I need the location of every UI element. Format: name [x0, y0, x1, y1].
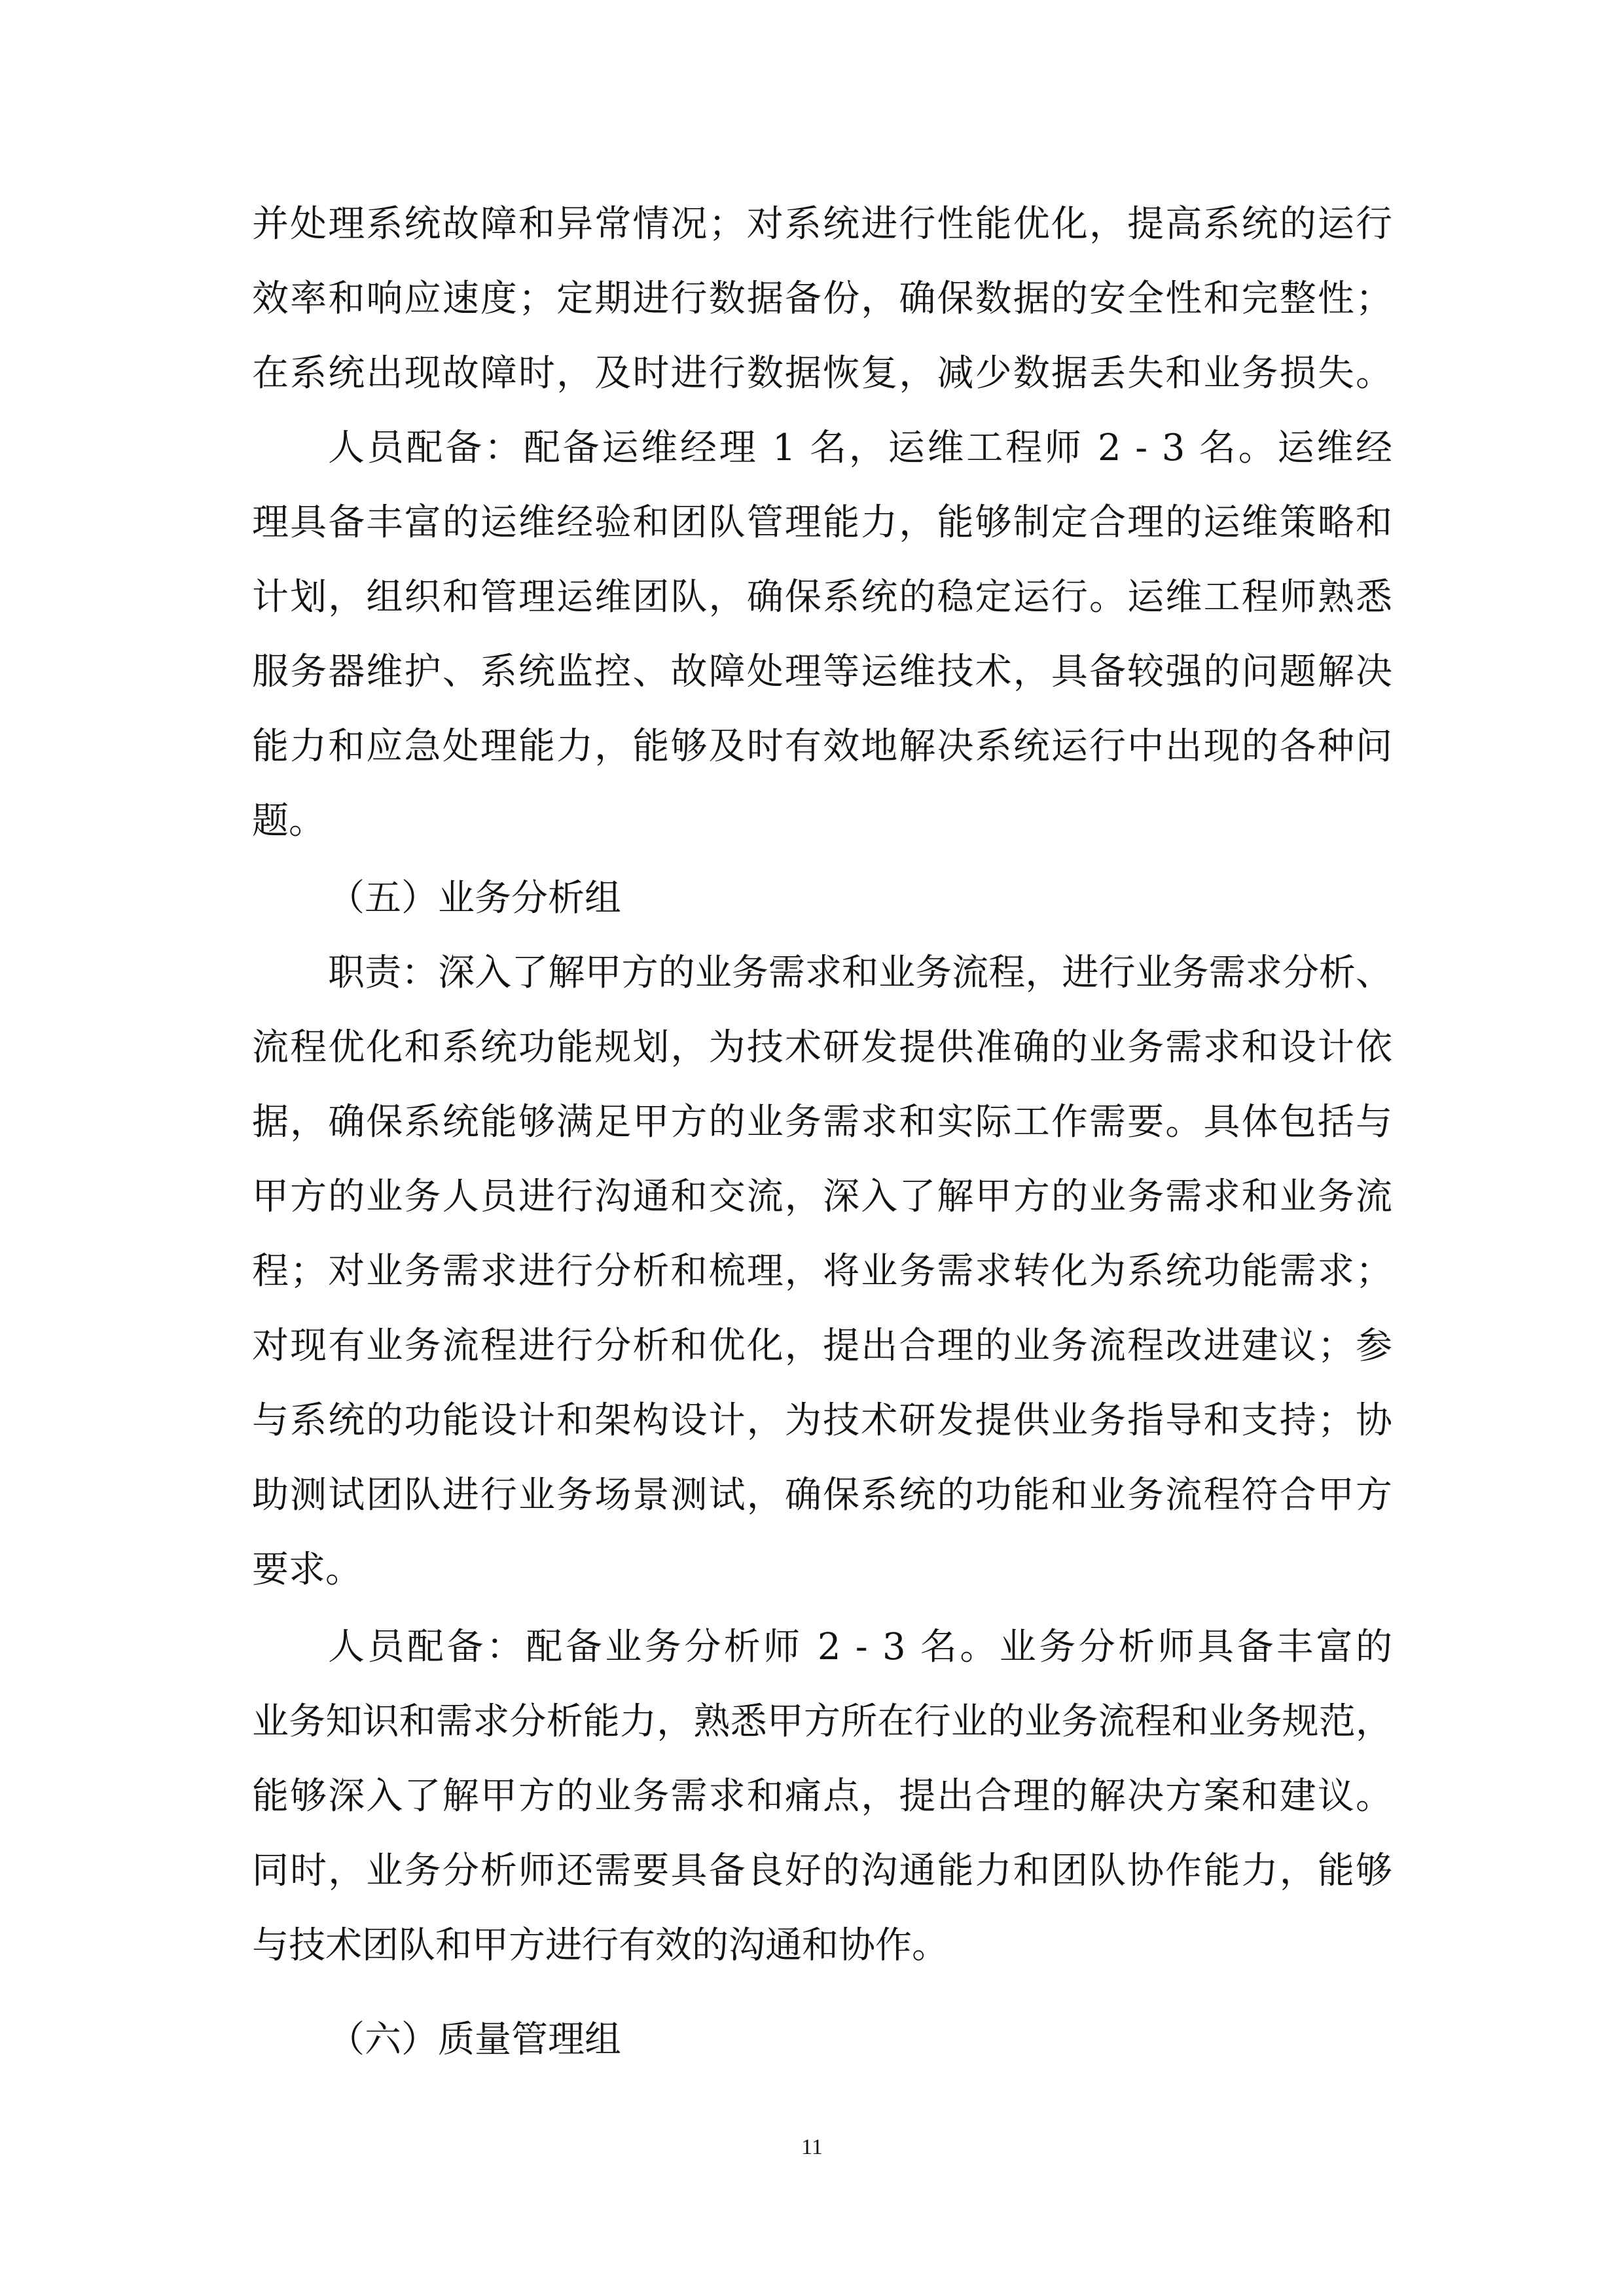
- text-line: 与系统的功能设计和架构设计，为技术研发提供业务指导和支持；协: [252, 1399, 1392, 1442]
- text-line: 同时，业务分析师还需要具备良好的沟通能力和团队协作能力，能够: [252, 1850, 1392, 1892]
- text-line: 计划，组织和管理运维团队，确保系统的稳定运行。运维工程师熟悉: [252, 576, 1392, 619]
- text-line: 能够深入了解甲方的业务需求和痛点，提出合理的解决方案和建议。: [252, 1775, 1392, 1818]
- text-line: 流程优化和系统功能规划，为技术研发提供准确的业务需求和设计依: [252, 1026, 1392, 1069]
- text-line: 理具备丰富的运维经验和团队管理能力，能够制定合理的运维策略和: [252, 501, 1392, 544]
- text-line: 甲方的业务人员进行沟通和交流，深入了解甲方的业务需求和业务流: [252, 1175, 1392, 1218]
- section-heading-business-analysis: （五）业务分析组: [328, 877, 621, 920]
- text-line: 能力和应急处理能力，能够及时有效地解决系统运行中出现的各种问: [252, 725, 1392, 768]
- paragraph-business-analysis-staffing: [252, 1610, 1392, 1983]
- text-line: 题。: [252, 800, 325, 842]
- page-number: 11: [801, 2135, 823, 2159]
- text-line: 在系统出现故障时，及时进行数据恢复，减少数据丢失和业务损失。: [252, 352, 1392, 395]
- paragraph-maintenance-duties-end: [252, 187, 1392, 411]
- text-line: 业务知识和需求分析能力，熟悉甲方所在行业的业务流程和业务规范，: [252, 1700, 1392, 1743]
- text-line: 要求。: [252, 1549, 362, 1591]
- text-line: 与技术团队和甲方进行有效的沟通和协作。: [252, 1924, 948, 1967]
- paragraph-business-analysis-duties: [252, 936, 1392, 1607]
- paragraph-maintenance-staffing: [252, 411, 1392, 859]
- section-heading-quality-management: （六）质量管理组: [328, 2018, 621, 2061]
- text-line: 助测试团队进行业务场景测试，确保系统的功能和业务流程符合甲方: [252, 1474, 1392, 1516]
- text-line: 效率和响应速度；定期进行数据备份，确保数据的安全性和完整性；: [252, 278, 1392, 320]
- text-line: 人员配备：配备运维经理 1 名，运维工程师 2 - 3 名。运维经: [328, 427, 1392, 469]
- text-line: 并处理系统故障和异常情况；对系统进行性能优化，提高系统的运行: [252, 203, 1392, 245]
- text-line: 对现有业务流程进行分析和优化，提出合理的业务流程改进建议；参: [252, 1325, 1392, 1367]
- page-body: [252, 187, 1392, 2077]
- text-line: 据，确保系统能够满足甲方的业务需求和实际工作需要。具体包括与: [252, 1101, 1392, 1143]
- text-line: 程；对业务需求进行分析和梳理，将业务需求转化为系统功能需求；: [252, 1250, 1392, 1293]
- text-line: 人员配备：配备业务分析师 2 - 3 名。业务分析师具备丰富的: [328, 1626, 1392, 1668]
- text-line: 职责：深入了解甲方的业务需求和业务流程，进行业务需求分析、: [328, 952, 1392, 994]
- text-line: 服务器维护、系统监控、故障处理等运维技术，具备较强的问题解决: [252, 651, 1392, 693]
